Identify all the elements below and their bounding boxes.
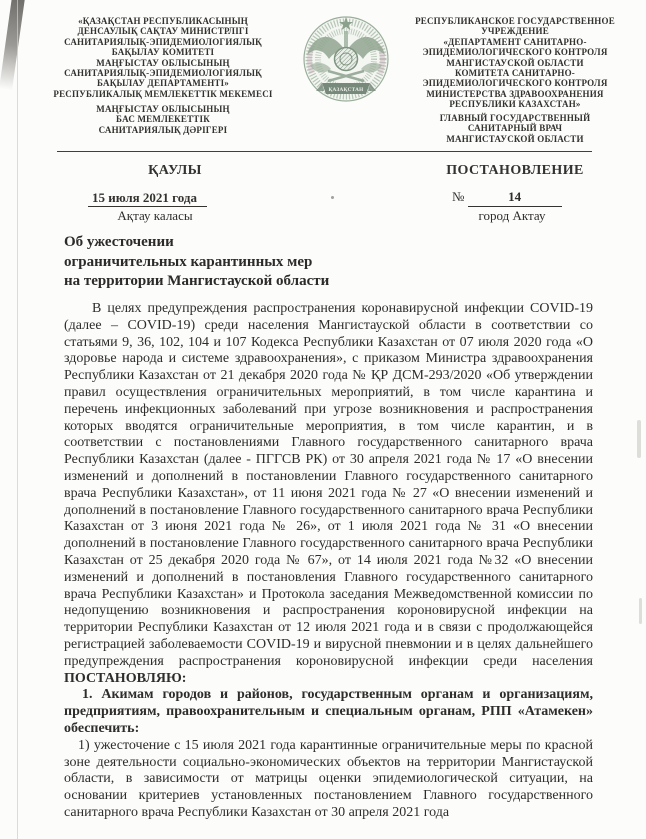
scan-edge-line <box>17 0 18 839</box>
emblem-banner-text: ҚАЗАҚСТАН <box>328 87 364 93</box>
subclause-1-paragraph: 1) ужесточение с 15 июля 2021 года карантинные ограничительные меры по красной зоне деятельности социально-экономических объектов на территории Мангистауской области, в зависимости от матрицы оценки эпидемиологической ситуации, на основании критериев установленных постановлением Главного государственного санитарного врача Республики Казахстан от 30 апреля 2021 года <box>64 737 593 820</box>
decree-number-value: 14 <box>468 189 562 207</box>
decree-body <box>64 301 593 822</box>
number-label: № <box>452 189 465 204</box>
header-org-kazakh: «ҚАЗАҚСТАН РЕСПУБЛИКАСЫНЫҢ ДЕНСАУЛЫҚ САҚТАУ МИНИСТРЛІГІ САНИТАРИЯЛЫҚ-ЭПИДЕМИОЛОГИЯЛЫҚ БАҚЫЛАУ КОМИТЕТІ МАҢҒЫСТАУ ОБЛЫСЫНЫҢ САНИТАРИЯЛЫҚ-ЭПИДЕМИОЛОГИЯЛЫҚ БАҚЫЛАУ ДЕПАРТАМЕНТІ» РЕСПУБЛИКАЛЫҚ МЕМЛЕКЕТТІК МЕКЕМЕСІ <box>53 16 273 99</box>
header-official-russian: ГЛАВНЫЙ ГОСУДАРСТВЕННЫЙ САНИТАРНЫЙ ВРАЧ МАНГИСТАУСКОЙ ОБЛАСТИ <box>439 113 591 144</box>
scan-speck <box>331 196 334 199</box>
decree-date-value: 15 июля 2021 года <box>88 190 207 207</box>
preamble-text: В целях предупреждения распространения коронавирусной инфекции COVID-19 (далее – COVID-19) среди населения Мангистауской области в соответствии со статьями 9, 36, 102, 104 и 107 Кодекса Республики Казахстан от 07 июля 2020 года «О здоровье народа и системе здравоохранения», с приказом Министра здравоохранения Республики Казахстан от 21 декабря 2020 года № ҚР ДСМ-293/2020 «Об утверждении правил осуществления ограничительных мероприятий, в том числе карантина и перечень инфекционных заболеваний при угрозе возникновения и распространения которых вводятся ограничительные мероприятия, в том числе карантин, и в соответствии с постановлениями Главного государственного санитарного врача Республики Казахстан (далее - ПГГСВ РК) от 30 апреля 2021 года № 17 «О внесении изменений и дополнений в постановлении Главного государственного санитарного врача Республики Казахстан», от 11 июня 2021 года № 27 «О внесении изменений и дополнений в постановление Главного государственного санитарного врача Республики Казахстан от 3 июня 2021 года № 26», от 1 июля 2021 года № 31 «О внесении дополнений в постановление Главного государственного санитарного врача Республики Казахстан от 25 декабря 2020 года № 67», от 14 июля 2021 года №32 «О внесении изменений и дополнений в постановления Главного государственного санитарного врача Республики Казахстан» и Протокола заседания Межведомственной комиссии по недопущению возникновения и распространения короновирусной инфекции на территории Республики Казахстан от 12 июля 2021 года и в связи с продолжающейся регистрацией заболеваемости COVID-19 и вирусной пневмонии и в целях дальнейшего предупреждения распространения коронoвирусной инфекции среди населения <box>64 301 593 669</box>
header-divider-line <box>57 151 592 152</box>
scan-smudge <box>639 598 642 624</box>
preamble-paragraph <box>64 301 593 687</box>
doc-type-kazakh: ҚАУЛЫ <box>148 163 202 178</box>
header-official-kazakh: МАҢҒЫСТАУ ОБЛЫСЫНЫҢ БАС МЕМЛЕКЕТТІК САНИТАРИЯЛЫҚ ДӘРІГЕРІ <box>96 104 230 135</box>
kazakhstan-coat-of-arms-icon <box>298 13 394 109</box>
decree-title: Об ужесточении ограничительных карантинных мер на территории Мангистауской области <box>64 234 330 290</box>
decree-number <box>452 189 562 207</box>
place-russian: город Актау <box>478 208 546 223</box>
scan-smudge <box>637 420 641 458</box>
doc-type-russian: ПОСТАНОВЛЕНИЕ <box>446 163 584 178</box>
resolve-keyword: ПОСТАНОВЛЯЮ: <box>64 670 187 686</box>
decree-date <box>88 190 207 206</box>
clause-1-paragraph: 1. Акимам городов и районов, государственным органам и организациям, предприятиям, правоохранительным и специальным органам, РПП «Атамекен» обеспечить: <box>64 687 593 736</box>
place-kazakh: Ақтау каласы <box>117 208 193 223</box>
header-org-russian: РЕСПУБЛИКАНСКОЕ ГОСУДАРСТВЕННОЕ УЧРЕЖДЕНИЕ «ДЕПАРТАМЕНТ САНИТАРНО- ЭПИДЕМИОЛОГИЧЕСКОГО КОНТРОЛЯ МАНГИСТАУСКОЙ ОБЛАСТИ КОМИТЕТА САНИТАРНО- ЭПИДЕМИОЛОГИЧЕСКОГО КОНТРОЛЯ МИНИСТЕРСТВА ЗДРАВООХРАНЕНИЯ РЕСПУБЛИКИ КАЗАХСТАН» <box>415 16 615 110</box>
scan-edge-shadow <box>0 0 26 90</box>
